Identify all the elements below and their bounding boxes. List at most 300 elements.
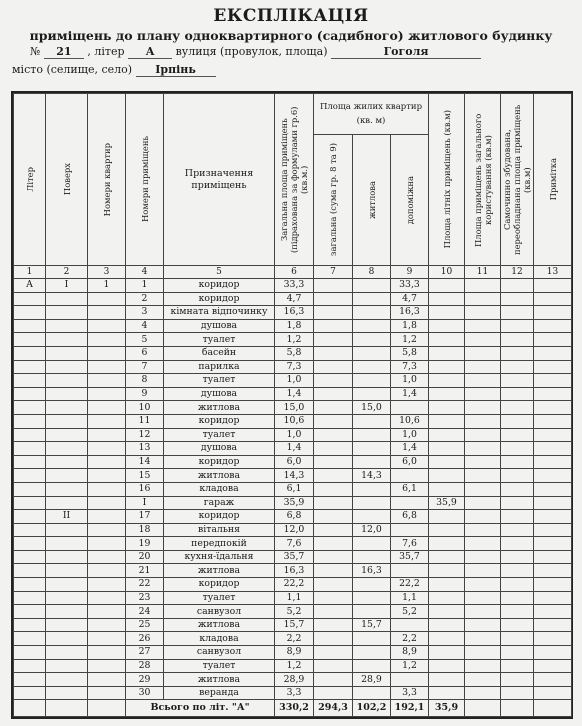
cell-living xyxy=(353,442,391,456)
table-body xyxy=(14,279,572,700)
cell-summer xyxy=(429,428,465,442)
cell-living: 28,9 xyxy=(353,673,391,687)
cell-liter xyxy=(14,306,46,320)
cell-summer: 35,9 xyxy=(429,496,465,510)
cell-common xyxy=(465,306,501,320)
cell-unauthorized xyxy=(501,496,534,510)
cell-note xyxy=(534,319,572,333)
cell-note xyxy=(534,279,572,293)
cell-room-number: 11 xyxy=(126,414,164,428)
cell-total-area: 1,1 xyxy=(275,591,314,605)
cell-auxiliary xyxy=(391,618,429,632)
cell-total-area: 8,9 xyxy=(275,646,314,660)
cell-living: 16,3 xyxy=(353,564,391,578)
cell-unauthorized xyxy=(501,319,534,333)
cell-liter xyxy=(14,442,46,456)
cell-common xyxy=(465,292,501,306)
cell-common xyxy=(465,673,501,687)
cell-auxiliary: 1,4 xyxy=(391,442,429,456)
cell-unauthorized xyxy=(501,578,534,592)
cell-room-number: 15 xyxy=(126,469,164,483)
cell-total-area: 1,4 xyxy=(275,442,314,456)
col-header-living: житлова xyxy=(353,135,391,266)
cell-living: 15,0 xyxy=(353,401,391,415)
table-row xyxy=(14,591,572,605)
cell-note xyxy=(534,686,572,700)
cell-living xyxy=(353,387,391,401)
cell-auxiliary: 16,3 xyxy=(391,306,429,320)
cell-auxiliary xyxy=(391,401,429,415)
cell-note xyxy=(534,292,572,306)
cell-liter xyxy=(14,482,46,496)
cell-note xyxy=(534,346,572,360)
totals-auxiliary: 192,1 xyxy=(391,700,429,717)
cell-living xyxy=(353,550,391,564)
cell-auxiliary: 1,2 xyxy=(391,333,429,347)
cell-auxiliary: 1,0 xyxy=(391,374,429,388)
cell-unauthorized xyxy=(501,279,534,293)
cell-purpose: житлова xyxy=(164,673,275,687)
cell-note xyxy=(534,469,572,483)
cell-total-area: 15,7 xyxy=(275,618,314,632)
table-row xyxy=(14,578,572,592)
cell-total-area: 10,6 xyxy=(275,414,314,428)
cell-unauthorized xyxy=(501,673,534,687)
cell-living-total xyxy=(314,523,353,537)
cell-liter xyxy=(14,591,46,605)
cell-auxiliary xyxy=(391,496,429,510)
cell-common xyxy=(465,455,501,469)
cell-room-number: 17 xyxy=(126,510,164,524)
cell-living-total xyxy=(314,428,353,442)
cell-liter xyxy=(14,673,46,687)
cell-total-area: 6,0 xyxy=(275,455,314,469)
cell-living xyxy=(353,510,391,524)
cell-floor xyxy=(46,618,88,632)
cell-living xyxy=(353,346,391,360)
cell-living xyxy=(353,482,391,496)
cell-living-total xyxy=(314,333,353,347)
cell-floor xyxy=(46,455,88,469)
cell-apartment xyxy=(88,428,126,442)
cell-living-total xyxy=(314,374,353,388)
cell-living-total xyxy=(314,414,353,428)
cell-unauthorized xyxy=(501,306,534,320)
cell-floor xyxy=(46,319,88,333)
cell-note xyxy=(534,564,572,578)
col-header-common-area: Площа приміщень загального користування (кв.м) xyxy=(465,94,501,266)
cell-note xyxy=(534,605,572,619)
table-row xyxy=(14,279,572,293)
table-row xyxy=(14,469,572,483)
cell-living xyxy=(353,319,391,333)
cell-apartment xyxy=(88,455,126,469)
cell-room-number: 4 xyxy=(126,319,164,333)
cell-apartment xyxy=(88,292,126,306)
cell-note xyxy=(534,401,572,415)
cell-liter xyxy=(14,333,46,347)
cell-living xyxy=(353,360,391,374)
cell-total-area: 1,4 xyxy=(275,387,314,401)
cell-unauthorized xyxy=(501,523,534,537)
cell-apartment xyxy=(88,523,126,537)
table-row xyxy=(14,442,572,456)
cell-living-total xyxy=(314,482,353,496)
explication-table xyxy=(13,93,572,717)
cell-living-total xyxy=(314,550,353,564)
cell-living-total xyxy=(314,319,353,333)
cell-note xyxy=(534,414,572,428)
cell-liter xyxy=(14,523,46,537)
cell-liter xyxy=(14,578,46,592)
table-row xyxy=(14,292,572,306)
cell-unauthorized xyxy=(501,618,534,632)
cell-unauthorized xyxy=(501,482,534,496)
cell-liter xyxy=(14,605,46,619)
cell-floor xyxy=(46,646,88,660)
cell-auxiliary xyxy=(391,469,429,483)
cell-purpose: туалет xyxy=(164,428,275,442)
cell-living xyxy=(353,292,391,306)
cell-common xyxy=(465,442,501,456)
cell-auxiliary: 1,1 xyxy=(391,591,429,605)
cell-auxiliary: 6,1 xyxy=(391,482,429,496)
cell-summer xyxy=(429,387,465,401)
table-row xyxy=(14,673,572,687)
cell-auxiliary: 3,3 xyxy=(391,686,429,700)
cell-auxiliary: 5,2 xyxy=(391,605,429,619)
cell-floor: ІІ xyxy=(46,510,88,524)
cell-total-area: 12,0 xyxy=(275,523,314,537)
cell-apartment xyxy=(88,306,126,320)
col-header-purpose: Призначення приміщень xyxy=(164,94,275,266)
totals-summer: 35,9 xyxy=(429,700,465,717)
cell-floor xyxy=(46,578,88,592)
cell-common xyxy=(465,333,501,347)
cell-room-number: 30 xyxy=(126,686,164,700)
cell-total-area: 2,2 xyxy=(275,632,314,646)
cell-room-number: 10 xyxy=(126,401,164,415)
cell-total-area: 15,0 xyxy=(275,401,314,415)
cell-living-total xyxy=(314,591,353,605)
cell-total-area: 1,0 xyxy=(275,374,314,388)
cell-note xyxy=(534,455,572,469)
table-row xyxy=(14,319,572,333)
cell-liter xyxy=(14,646,46,660)
cell-common xyxy=(465,346,501,360)
cell-unauthorized xyxy=(501,442,534,456)
table-row xyxy=(14,537,572,551)
column-number: 3 xyxy=(88,266,126,279)
cell-living-total xyxy=(314,618,353,632)
cell-room-number: 8 xyxy=(126,374,164,388)
cell-apartment xyxy=(88,646,126,660)
cell-auxiliary: 6,0 xyxy=(391,455,429,469)
cell-liter xyxy=(14,292,46,306)
cell-purpose: житлова xyxy=(164,564,275,578)
cell-floor xyxy=(46,673,88,687)
cell-purpose: парилка xyxy=(164,360,275,374)
col-header-liter: Літер xyxy=(14,94,46,266)
cell-common xyxy=(465,401,501,415)
totals-row xyxy=(14,700,572,717)
cell-room-number: 12 xyxy=(126,428,164,442)
cell-unauthorized xyxy=(501,401,534,415)
cell-room-number: 20 xyxy=(126,550,164,564)
cell-apartment xyxy=(88,374,126,388)
cell-auxiliary: 5,8 xyxy=(391,346,429,360)
cell-living-total xyxy=(314,360,353,374)
cell-liter xyxy=(14,414,46,428)
table-row xyxy=(14,605,572,619)
cell-apartment xyxy=(88,319,126,333)
cell-living-total xyxy=(314,469,353,483)
cell-summer xyxy=(429,618,465,632)
cell-total-area: 1,8 xyxy=(275,319,314,333)
cell-total-area: 16,3 xyxy=(275,564,314,578)
cell-apartment xyxy=(88,591,126,605)
cell-common xyxy=(465,632,501,646)
cell-unauthorized xyxy=(501,537,534,551)
cell-total-area: 22,2 xyxy=(275,578,314,592)
cell-total-area: 35,9 xyxy=(275,496,314,510)
col-header-total-area: Загальна площа приміщень (підрахована за формулами гр.6) (кв.м.) xyxy=(275,94,314,266)
cell-liter xyxy=(14,401,46,415)
cell-summer xyxy=(429,455,465,469)
table-row xyxy=(14,482,572,496)
cell-liter: А xyxy=(14,279,46,293)
cell-note xyxy=(534,591,572,605)
cell-total-area: 1,2 xyxy=(275,333,314,347)
cell-unauthorized xyxy=(501,550,534,564)
cell-unauthorized xyxy=(501,333,534,347)
cell-common xyxy=(465,428,501,442)
cell-note xyxy=(534,550,572,564)
cell-floor xyxy=(46,550,88,564)
cell-room-number: 3 xyxy=(126,306,164,320)
cell-living xyxy=(353,646,391,660)
cell-summer xyxy=(429,279,465,293)
cell-summer xyxy=(429,564,465,578)
cell-total-area: 33,3 xyxy=(275,279,314,293)
column-number: 8 xyxy=(353,266,391,279)
cell-room-number: І xyxy=(126,496,164,510)
table-row xyxy=(14,387,572,401)
column-number: 2 xyxy=(46,266,88,279)
cell-summer xyxy=(429,319,465,333)
cell-living xyxy=(353,578,391,592)
cell-floor xyxy=(46,523,88,537)
cell-purpose: житлова xyxy=(164,469,275,483)
cell-liter xyxy=(14,564,46,578)
cell-note xyxy=(534,510,572,524)
cell-note xyxy=(534,646,572,660)
table-row xyxy=(14,414,572,428)
cell-auxiliary xyxy=(391,523,429,537)
cell-floor xyxy=(46,360,88,374)
cell-note xyxy=(534,360,572,374)
cell-floor xyxy=(46,537,88,551)
cell-auxiliary: 1,4 xyxy=(391,387,429,401)
cell-note xyxy=(534,523,572,537)
explication-table-frame xyxy=(11,91,573,719)
cell-floor xyxy=(46,428,88,442)
cell-living xyxy=(353,591,391,605)
cell-summer xyxy=(429,537,465,551)
cell-purpose: душова xyxy=(164,442,275,456)
document-title: ЕКСПЛІКАЦІЯ xyxy=(213,6,369,26)
cell-apartment xyxy=(88,550,126,564)
cell-common xyxy=(465,646,501,660)
table-row xyxy=(14,686,572,700)
cell-unauthorized xyxy=(501,360,534,374)
cell-total-area: 1,0 xyxy=(275,428,314,442)
cell-liter xyxy=(14,537,46,551)
cell-auxiliary: 1,2 xyxy=(391,659,429,673)
cell-living-total xyxy=(314,387,353,401)
table-row xyxy=(14,333,572,347)
cell-purpose: санвузол xyxy=(164,605,275,619)
cell-common xyxy=(465,686,501,700)
cell-apartment xyxy=(88,387,126,401)
table-row xyxy=(14,523,572,537)
totals-label: Всього по літ. "А" xyxy=(126,700,275,717)
column-number: 12 xyxy=(501,266,534,279)
col-header-auxiliary: допоміжна xyxy=(391,135,429,266)
totals-total-area: 330,2 xyxy=(275,700,314,717)
cell-living: 12,0 xyxy=(353,523,391,537)
cell-purpose: кладова xyxy=(164,632,275,646)
cell-liter xyxy=(14,469,46,483)
cell-living-total xyxy=(314,510,353,524)
cell-common xyxy=(465,279,501,293)
cell-liter xyxy=(14,510,46,524)
cell-apartment xyxy=(88,482,126,496)
cell-living: 15,7 xyxy=(353,618,391,632)
col-header-unauthorized: Самочинно збудована, переобладнана площа приміщень (кв.м) xyxy=(501,94,534,266)
cell-purpose: веранда xyxy=(164,686,275,700)
cell-living-total xyxy=(314,605,353,619)
cell-common xyxy=(465,510,501,524)
column-numbers-row xyxy=(14,266,572,279)
table-row xyxy=(14,346,572,360)
cell-liter xyxy=(14,618,46,632)
cell-common xyxy=(465,578,501,592)
cell-room-number: 24 xyxy=(126,605,164,619)
cell-room-number: 25 xyxy=(126,618,164,632)
cell-living-total xyxy=(314,292,353,306)
col-header-note: Примітка xyxy=(534,94,572,266)
liter-value: А xyxy=(128,45,172,59)
cell-unauthorized xyxy=(501,469,534,483)
street-label: вулиця (провулок, площа) xyxy=(175,45,328,58)
cell-floor xyxy=(46,659,88,673)
cell-purpose: басейн xyxy=(164,346,275,360)
cell-unauthorized xyxy=(501,346,534,360)
cell-note xyxy=(534,618,572,632)
cell-living xyxy=(353,333,391,347)
cell-liter xyxy=(14,455,46,469)
cell-purpose: душова xyxy=(164,387,275,401)
cell-apartment xyxy=(88,686,126,700)
cell-floor: І xyxy=(46,279,88,293)
cell-apartment xyxy=(88,537,126,551)
cell-summer xyxy=(429,360,465,374)
cell-liter xyxy=(14,686,46,700)
cell-unauthorized xyxy=(501,414,534,428)
cell-living xyxy=(353,279,391,293)
column-number: 9 xyxy=(391,266,429,279)
cell-unauthorized xyxy=(501,374,534,388)
cell-summer xyxy=(429,632,465,646)
cell-common xyxy=(465,482,501,496)
cell-liter xyxy=(14,374,46,388)
number-value: 21 xyxy=(44,45,84,59)
cell-floor xyxy=(46,469,88,483)
cell-purpose: туалет xyxy=(164,374,275,388)
cell-living-total xyxy=(314,442,353,456)
cell-common xyxy=(465,414,501,428)
table-row xyxy=(14,564,572,578)
cell-purpose: кухня-їдальня xyxy=(164,550,275,564)
cell-auxiliary: 35,7 xyxy=(391,550,429,564)
cell-summer xyxy=(429,401,465,415)
street-value: Гоголя xyxy=(331,45,481,59)
cell-summer xyxy=(429,673,465,687)
cell-living xyxy=(353,537,391,551)
city-label: місто (селище, село) xyxy=(12,63,133,76)
cell-apartment xyxy=(88,632,126,646)
cell-purpose: санвузол xyxy=(164,646,275,660)
cell-common xyxy=(465,537,501,551)
cell-note xyxy=(534,482,572,496)
cell-summer xyxy=(429,578,465,592)
table-row xyxy=(14,496,572,510)
cell-total-area: 14,3 xyxy=(275,469,314,483)
cell-living-total xyxy=(314,659,353,673)
cell-purpose: туалет xyxy=(164,333,275,347)
column-number: 5 xyxy=(164,266,275,279)
cell-room-number: 9 xyxy=(126,387,164,401)
table-row xyxy=(14,550,572,564)
column-number: 13 xyxy=(534,266,572,279)
cell-room-number: 1 xyxy=(126,279,164,293)
column-number: 10 xyxy=(429,266,465,279)
cell-common xyxy=(465,564,501,578)
cell-purpose: житлова xyxy=(164,401,275,415)
cell-living-total xyxy=(314,496,353,510)
cell-living xyxy=(353,659,391,673)
cell-note xyxy=(534,374,572,388)
cell-floor xyxy=(46,564,88,578)
cell-living xyxy=(353,374,391,388)
table-row xyxy=(14,510,572,524)
cell-room-number: 23 xyxy=(126,591,164,605)
cell-auxiliary xyxy=(391,564,429,578)
cell-living-total xyxy=(314,346,353,360)
cell-living-total xyxy=(314,455,353,469)
number-label: № xyxy=(30,45,41,58)
cell-common xyxy=(465,387,501,401)
cell-unauthorized xyxy=(501,632,534,646)
cell-total-area: 5,2 xyxy=(275,605,314,619)
cell-unauthorized xyxy=(501,510,534,524)
cell-floor xyxy=(46,605,88,619)
cell-living-total xyxy=(314,564,353,578)
cell-liter xyxy=(14,319,46,333)
cell-liter xyxy=(14,632,46,646)
cell-apartment xyxy=(88,564,126,578)
